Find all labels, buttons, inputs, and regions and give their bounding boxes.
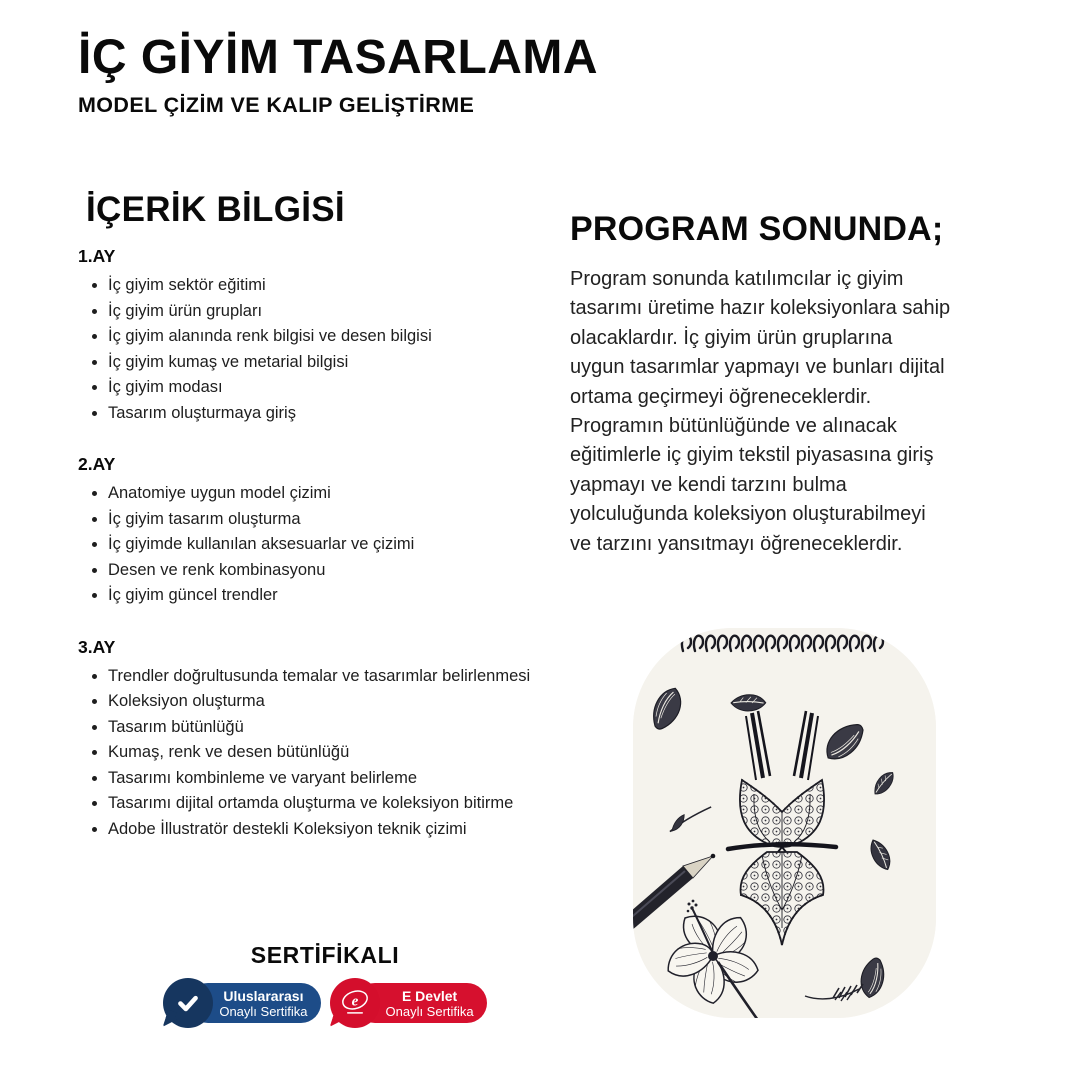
month-label: 2.AY <box>78 454 116 474</box>
curriculum-column <box>78 190 560 842</box>
certification-section <box>105 942 545 1031</box>
international-certificate-badge <box>163 977 320 1031</box>
month-item-list <box>78 481 560 609</box>
month-label: 3.AY <box>78 636 116 657</box>
month-section-1 <box>78 246 560 426</box>
program-column <box>570 210 952 559</box>
badge-line2: Onaylı Sertifika <box>385 1003 474 1019</box>
bullet-item: • Tasarımı dijital ortamda oluşturma ve koleksiyon bitirme <box>108 791 560 817</box>
month-label: 1.AY <box>78 246 116 266</box>
bullet-item: • Tasarımı kombinleme ve varyant belirleme <box>108 766 560 792</box>
bullet-item: • İç giyim modası <box>108 375 560 401</box>
checkmark-icon <box>163 978 213 1028</box>
month-item-list <box>78 664 560 843</box>
month-item-list <box>78 273 560 426</box>
bullet-item: • Koleksiyon oluşturma <box>108 689 560 715</box>
edevlet-certificate-badge <box>330 977 487 1031</box>
bullet-item: • Tasarım bütünlüğü <box>108 715 560 741</box>
badge-row <box>105 977 545 1031</box>
bullet-item: • İç giyimde kullanılan aksesuarlar ve çizimi <box>108 532 560 558</box>
month-section-2 <box>78 454 560 609</box>
badge-line1: Uluslararası <box>223 987 304 1004</box>
bullet-item: • İç giyim alanında renk bilgisi ve desen bilgisi <box>108 324 560 350</box>
bullet-item: • İç giyim ürün grupları <box>108 299 560 325</box>
edevlet-icon <box>330 978 380 1028</box>
bullet-item: • Anatomiye uygun model çizimi <box>108 481 560 507</box>
lingerie-sketchbook-image <box>633 628 936 1018</box>
month-section-3 <box>78 637 560 843</box>
bullet-item: • İç giyim güncel trendler <box>108 583 560 609</box>
bullet-item: • Trendler doğrultusunda temalar ve tasarımlar belirlenmesi <box>108 664 560 690</box>
bullet-item: • Adobe İllustratör destekli Koleksiyon teknik çizimi <box>108 817 560 843</box>
program-heading: PROGRAM SONUNDA; <box>570 210 944 248</box>
bullet-item: • Desen ve renk kombinasyonu <box>108 558 560 584</box>
certification-heading: SERTİFİKALI <box>250 942 400 968</box>
page-title: İÇ GİYİM TASARLAMA <box>78 31 599 84</box>
bullet-item: • İç giyim kumaş ve metarial bilgisi <box>108 350 560 376</box>
bullet-item: • İç giyim sektör eğitimi <box>108 273 560 299</box>
page-subtitle: MODEL ÇİZİM VE KALIP GELİŞTİRME <box>78 92 475 117</box>
bullet-item: • Kumaş, renk ve desen bütünlüğü <box>108 740 560 766</box>
badge-line1: E Devlet <box>401 987 458 1004</box>
program-body: Program sonunda katılımcılar iç giyim tasarımı üretime hazır koleksiyonlara sahip olacaklardır. İç giyim ürün gruplarına uygun tasarımlar yapmayı ve bunları dijital ortama geçirmeyi öğreneceklerdir. Programın bütünlüğünde ve alınacak eğitimlerle iç giyim tekstil piyasasına giriş yapmayı ve kendi tarzını bulma yolculuğunda koleksiyon oluşturabilmeyi ve tarzını yansıtmayı öğreneceklerdir. <box>570 268 951 555</box>
svg-text:e: e <box>351 993 358 1010</box>
bullet-item: • Tasarım oluşturmaya giriş <box>108 401 560 427</box>
badge-line2: Onaylı Sertifika <box>219 1003 308 1019</box>
curriculum-heading: İÇERİK BİLGİSİ <box>86 190 345 229</box>
sketch-illustration <box>633 628 936 1018</box>
bullet-item: • İç giyim tasarım oluşturma <box>108 507 560 533</box>
header <box>78 32 598 118</box>
